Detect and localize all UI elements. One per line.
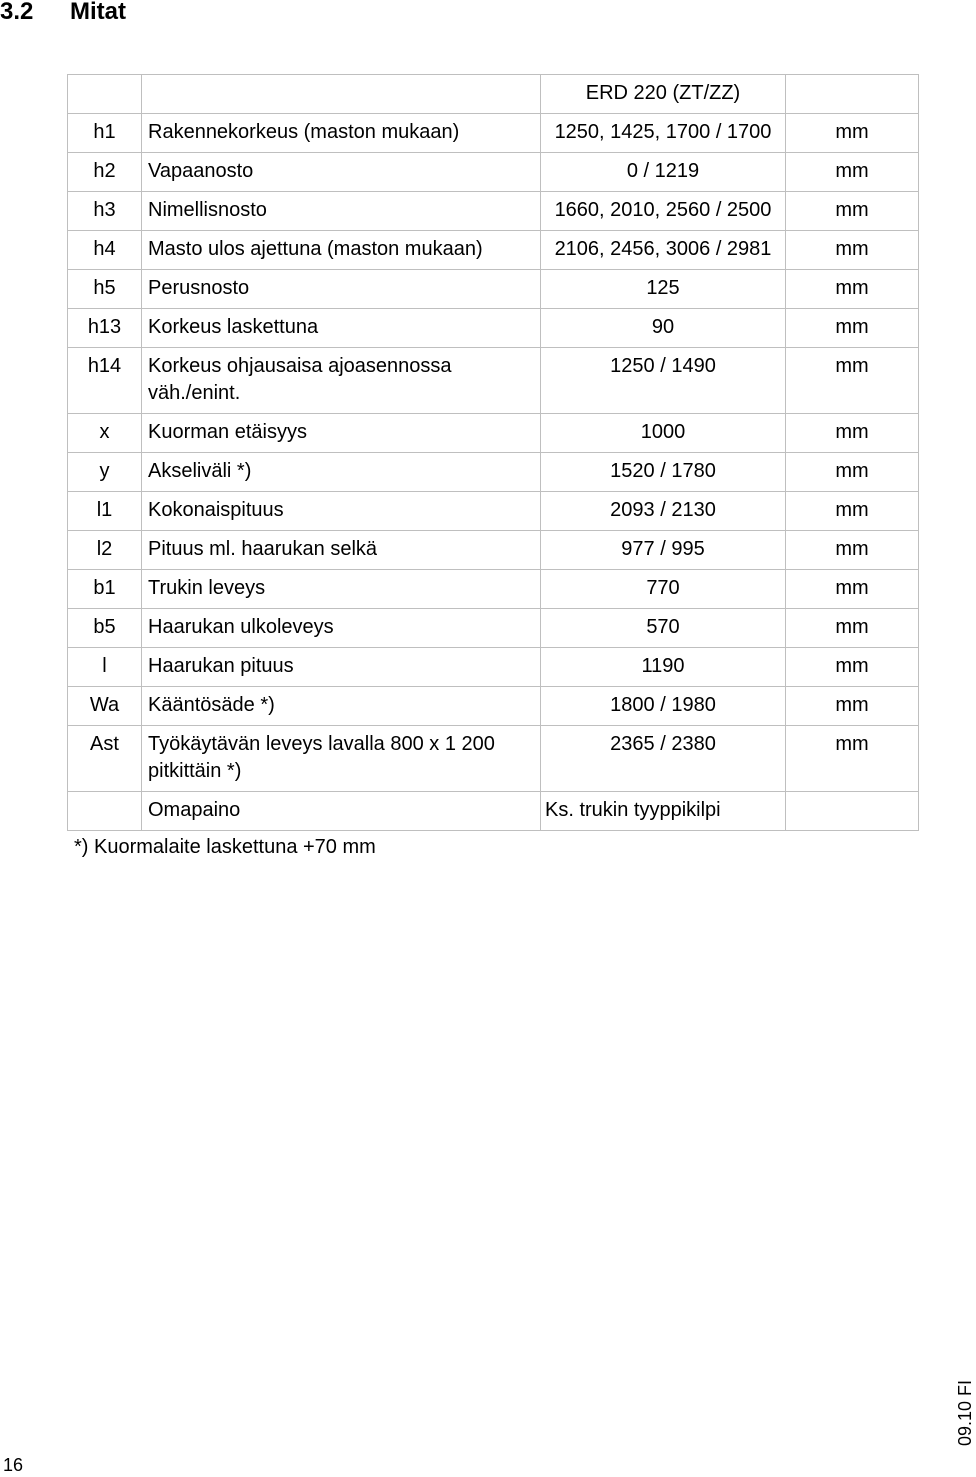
row-value: 125 — [541, 270, 786, 309]
row-value: 1520 / 1780 — [541, 453, 786, 492]
row-value: 1000 — [541, 414, 786, 453]
table-row — [68, 453, 919, 492]
row-description: Masto ulos ajettuna (maston mukaan) — [142, 231, 541, 270]
table-row — [68, 153, 919, 192]
table-row — [68, 231, 919, 270]
row-description: Akseliväli *) — [142, 453, 541, 492]
row-symbol: h3 — [68, 192, 142, 231]
row-description: Rakennekorkeus (maston mukaan) — [142, 114, 541, 153]
section-number: 3.2 — [0, 0, 34, 25]
row-symbol: h14 — [68, 348, 142, 414]
row-description: Korkeus ohjausaisa ajoasennossa väh./enint. — [142, 348, 541, 414]
row-unit: mm — [786, 348, 919, 414]
dimensions-table — [67, 74, 919, 831]
row-description: Kääntösäde *) — [142, 687, 541, 726]
row-value: 1250, 1425, 1700 / 1700 — [541, 114, 786, 153]
row-unit: mm — [786, 453, 919, 492]
row-unit: mm — [786, 153, 919, 192]
row-value: 90 — [541, 309, 786, 348]
row-value: 977 / 995 — [541, 531, 786, 570]
row-value: 1660, 2010, 2560 / 2500 — [541, 192, 786, 231]
row-symbol: h5 — [68, 270, 142, 309]
row-symbol — [68, 792, 142, 831]
row-description: Perusnosto — [142, 270, 541, 309]
row-value: 770 — [541, 570, 786, 609]
section-heading — [0, 0, 126, 26]
row-unit: mm — [786, 648, 919, 687]
row-unit: mm — [786, 687, 919, 726]
row-description: Vapaanosto — [142, 153, 541, 192]
table-row — [68, 114, 919, 153]
row-unit: mm — [786, 414, 919, 453]
table-row — [68, 414, 919, 453]
row-symbol: Ast — [68, 726, 142, 792]
header-model: ERD 220 (ZT/ZZ) — [541, 75, 786, 114]
row-symbol: h1 — [68, 114, 142, 153]
row-symbol: x — [68, 414, 142, 453]
row-value: 1800 / 1980 — [541, 687, 786, 726]
row-symbol: b1 — [68, 570, 142, 609]
row-value: Ks. trukin tyyppikilpi — [541, 792, 786, 831]
row-symbol: h13 — [68, 309, 142, 348]
row-value: 2365 / 2380 — [541, 726, 786, 792]
table-row — [68, 348, 919, 414]
table-row — [68, 270, 919, 309]
row-unit: mm — [786, 270, 919, 309]
row-unit: mm — [786, 114, 919, 153]
row-symbol: h2 — [68, 153, 142, 192]
row-symbol: b5 — [68, 609, 142, 648]
row-value: 1190 — [541, 648, 786, 687]
row-unit — [786, 792, 919, 831]
table-row — [68, 192, 919, 231]
row-description: Työkäytävän leveys lavalla 800 x 1 200 pitkittäin *) — [142, 726, 541, 792]
header-empty-cell — [142, 75, 541, 114]
row-symbol: l2 — [68, 531, 142, 570]
edition-label: 09.10 FI — [955, 1379, 975, 1446]
row-unit: mm — [786, 609, 919, 648]
row-unit: mm — [786, 531, 919, 570]
row-symbol: Wa — [68, 687, 142, 726]
row-description: Haarukan pituus — [142, 648, 541, 687]
row-value: 2106, 2456, 3006 / 2981 — [541, 231, 786, 270]
row-description: Haarukan ulkoleveys — [142, 609, 541, 648]
row-unit: mm — [786, 726, 919, 792]
row-symbol: l1 — [68, 492, 142, 531]
table-row — [68, 609, 919, 648]
row-description: Nimellisnosto — [142, 192, 541, 231]
table-row — [68, 648, 919, 687]
row-symbol: h4 — [68, 231, 142, 270]
table-row — [68, 726, 919, 792]
row-description: Omapaino — [142, 792, 541, 831]
row-unit: mm — [786, 492, 919, 531]
row-description: Korkeus laskettuna — [142, 309, 541, 348]
row-value: 2093 / 2130 — [541, 492, 786, 531]
row-symbol: l — [68, 648, 142, 687]
table-header-row — [68, 75, 919, 114]
row-unit: mm — [786, 570, 919, 609]
row-value: 1250 / 1490 — [541, 348, 786, 414]
section-title: Mitat — [70, 0, 126, 25]
table-row — [68, 792, 919, 831]
row-unit: mm — [786, 192, 919, 231]
row-description: Pituus ml. haarukan selkä — [142, 531, 541, 570]
footnote: *) Kuormalaite laskettuna +70 mm — [74, 836, 376, 858]
row-value: 570 — [541, 609, 786, 648]
table-row — [68, 570, 919, 609]
row-symbol: y — [68, 453, 142, 492]
page-number: 16 — [3, 1455, 24, 1475]
row-description: Kuorman etäisyys — [142, 414, 541, 453]
row-unit: mm — [786, 231, 919, 270]
header-empty-cell — [68, 75, 142, 114]
table-row — [68, 492, 919, 531]
table-row — [68, 687, 919, 726]
table-row — [68, 309, 919, 348]
row-description: Trukin leveys — [142, 570, 541, 609]
row-unit: mm — [786, 309, 919, 348]
table-row — [68, 531, 919, 570]
header-empty-cell — [786, 75, 919, 114]
row-description: Kokonaispituus — [142, 492, 541, 531]
row-value: 0 / 1219 — [541, 153, 786, 192]
